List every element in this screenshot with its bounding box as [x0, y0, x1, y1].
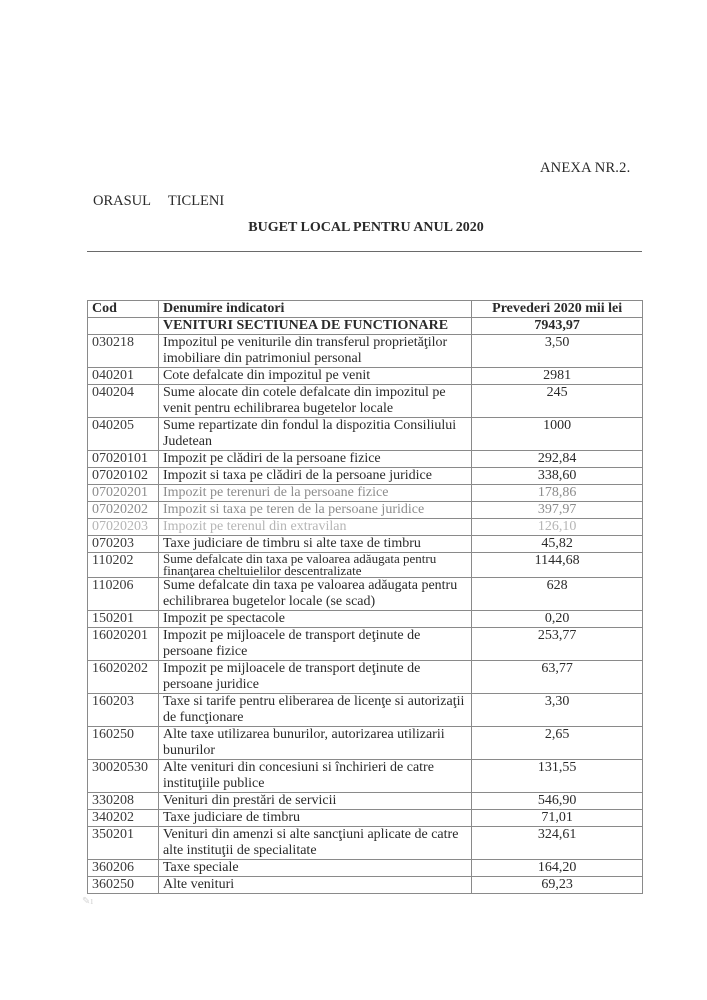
cell-code: 110206	[88, 578, 159, 611]
table-row	[88, 385, 643, 418]
table-row	[88, 628, 643, 661]
cell-code: 16020202	[88, 661, 159, 694]
table-row	[88, 760, 643, 793]
cell-value: 45,82	[472, 536, 643, 553]
cell-name: Impozit pe clădiri de la persoane fizice	[158, 451, 471, 468]
cell-name: Taxe judiciare de timbru	[158, 810, 471, 827]
cell-code: 07020102	[88, 468, 159, 485]
budget-table	[87, 300, 643, 894]
cell-value: 324,61	[472, 827, 643, 860]
cell-value: 7943,97	[472, 318, 643, 335]
cell-code: 040204	[88, 385, 159, 418]
cell-code: 07020101	[88, 451, 159, 468]
cell-code	[88, 318, 159, 335]
cell-name: Sume repartizate din fondul la dispozitia Consiliului Judetean	[158, 418, 471, 451]
cell-name: Impozit pe terenuri de la persoane fizice	[158, 485, 471, 502]
cell-name: Impozit pe mijloacele de transport deţinute de persoane juridice	[158, 661, 471, 694]
table-row	[88, 418, 643, 451]
cell-name: Impozit si taxa pe teren de la persoane juridice	[158, 502, 471, 519]
cell-name: Sume defalcate din taxa pe valoarea adăugata pentru finanţarea cheltuielilor descentralizate	[158, 553, 471, 578]
cell-code: 160203	[88, 694, 159, 727]
cell-name: Impozitul pe veniturile din transferul proprietăţilor imobiliare din patrimoniul personal	[158, 335, 471, 368]
cell-value: 0,20	[472, 611, 643, 628]
table-row	[88, 536, 643, 553]
cell-value: 131,55	[472, 760, 643, 793]
cell-value: 628	[472, 578, 643, 611]
cell-value: 71,01	[472, 810, 643, 827]
cell-value: 2,65	[472, 727, 643, 760]
cell-code: 330208	[88, 793, 159, 810]
cell-name: Venituri din amenzi si alte sancţiuni aplicate de catre alte instituţii de specialitate	[158, 827, 471, 860]
locality-label: ORASUL TICLENI	[93, 193, 225, 209]
cell-name: Taxe judiciare de timbru si alte taxe de timbru	[158, 536, 471, 553]
table-row	[88, 793, 643, 810]
cell-value: 546,90	[472, 793, 643, 810]
cell-code: 07020201	[88, 485, 159, 502]
cell-name: VENITURI SECTIUNEA DE FUNCTIONARE	[158, 318, 471, 335]
cell-value: 253,77	[472, 628, 643, 661]
cell-code: 030218	[88, 335, 159, 368]
cell-name: Cote defalcate din impozitul pe venit	[158, 368, 471, 385]
table-row	[88, 553, 643, 578]
cell-value: 63,77	[472, 661, 643, 694]
cell-code: 360250	[88, 877, 159, 894]
table-row	[88, 810, 643, 827]
document-title: BUGET LOCAL PENTRU ANUL 2020	[248, 220, 484, 235]
title-divider	[87, 251, 642, 252]
cell-name: Taxe speciale	[158, 860, 471, 877]
table-row	[88, 451, 643, 468]
cell-value: 178,86	[472, 485, 643, 502]
table-row	[88, 860, 643, 877]
table-row	[88, 368, 643, 385]
cell-value: 2981	[472, 368, 643, 385]
table-header-row	[88, 301, 643, 318]
cell-value: 164,20	[472, 860, 643, 877]
table-row	[88, 519, 643, 536]
cell-value: 1000	[472, 418, 643, 451]
cell-value: 292,84	[472, 451, 643, 468]
cell-code: 150201	[88, 611, 159, 628]
cell-code: 340202	[88, 810, 159, 827]
cell-name: Impozit pe terenul din extravilan	[158, 519, 471, 536]
table-row	[88, 727, 643, 760]
cell-value: 3,50	[472, 335, 643, 368]
cell-name: Impozit pe mijloacele de transport deţinute de persoane fizice	[158, 628, 471, 661]
cell-value: 126,10	[472, 519, 643, 536]
header-name: Denumire indicatori	[158, 301, 471, 318]
cell-code: 040205	[88, 418, 159, 451]
cell-name: Alte taxe utilizarea bunurilor, autorizarea utilizarii bunurilor	[158, 727, 471, 760]
cell-name: Taxe si tarife pentru eliberarea de licenţe si autorizaţii de funcţionare	[158, 694, 471, 727]
cell-code: 160250	[88, 727, 159, 760]
table-row	[88, 335, 643, 368]
table-row	[88, 578, 643, 611]
header-code: Cod	[88, 301, 159, 318]
scan-mark: ✎ı	[82, 896, 94, 907]
table-row	[88, 611, 643, 628]
cell-value: 245	[472, 385, 643, 418]
cell-name: Sume defalcate din taxa pe valoarea adăugata pentru echilibrarea bugetelor locale (se scad)	[158, 578, 471, 611]
cell-code: 350201	[88, 827, 159, 860]
table-row	[88, 827, 643, 860]
cell-value: 69,23	[472, 877, 643, 894]
table-row	[88, 694, 643, 727]
cell-code: 07020202	[88, 502, 159, 519]
cell-name: Impozit si taxa pe clădiri de la persoane juridice	[158, 468, 471, 485]
cell-code: 070203	[88, 536, 159, 553]
cell-code: 360206	[88, 860, 159, 877]
cell-value: 338,60	[472, 468, 643, 485]
cell-code: 110202	[88, 553, 159, 578]
cell-name: Sume alocate din cotele defalcate din impozitul pe venit pentru echilibrarea bugetelor locale	[158, 385, 471, 418]
cell-name: Alte venituri	[158, 877, 471, 894]
cell-name: Impozit pe spectacole	[158, 611, 471, 628]
table-row	[88, 877, 643, 894]
cell-name: Venituri din prestări de servicii	[158, 793, 471, 810]
cell-value: 1144,68	[472, 553, 643, 578]
table-row	[88, 502, 643, 519]
cell-name: Alte venituri din concesiuni si închirieri de catre instituţiile publice	[158, 760, 471, 793]
annex-label: ANEXA NR.2.	[540, 160, 631, 176]
table-row	[88, 661, 643, 694]
header-value: Prevederi 2020 mii lei	[472, 301, 643, 318]
cell-code: 30020530	[88, 760, 159, 793]
table-row	[88, 485, 643, 502]
cell-value: 397,97	[472, 502, 643, 519]
section-row	[88, 318, 643, 335]
cell-code: 16020201	[88, 628, 159, 661]
cell-value: 3,30	[472, 694, 643, 727]
cell-code: 040201	[88, 368, 159, 385]
cell-code: 07020203	[88, 519, 159, 536]
table-row	[88, 468, 643, 485]
